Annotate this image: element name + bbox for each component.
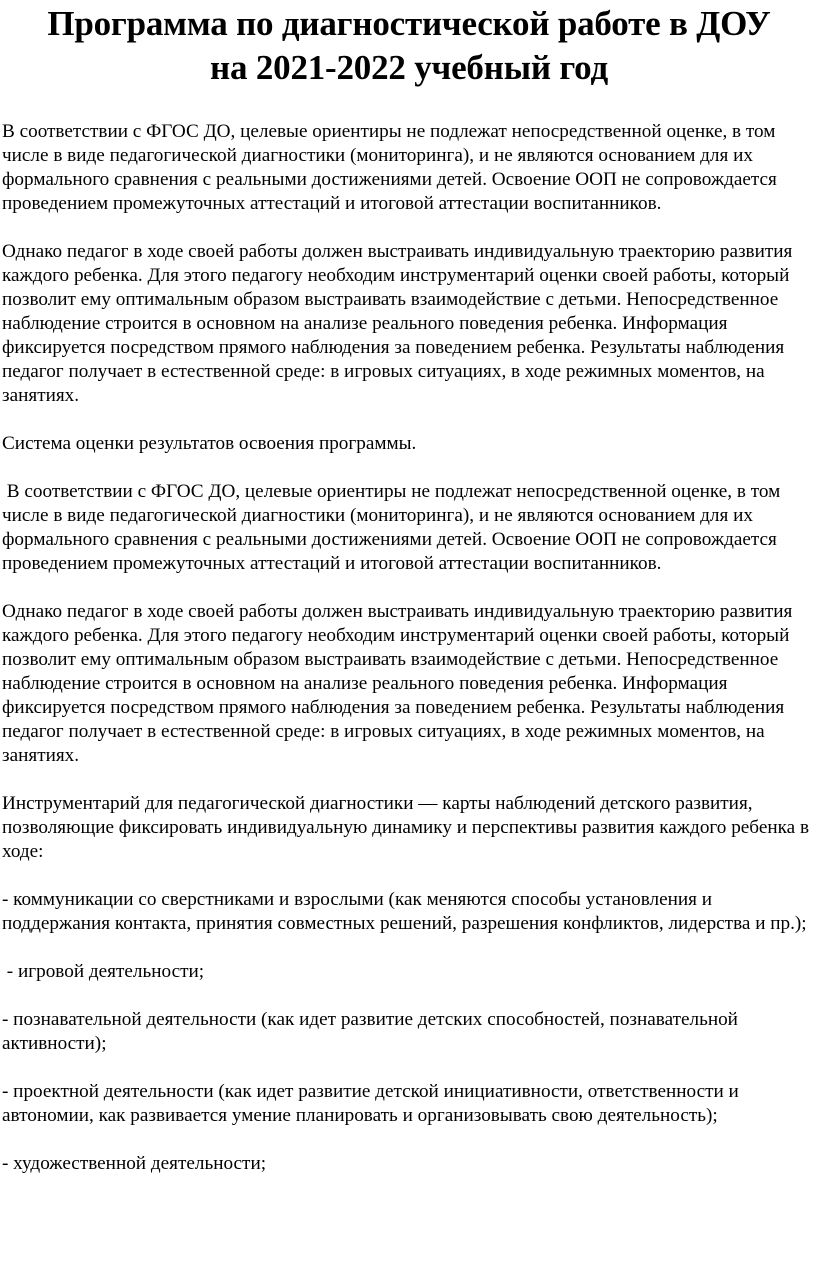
list-item-art: - художественной деятельности; (2, 1153, 267, 1174)
list-item-communication: - коммуникации со сверстниками и взрослыми (как меняются способы установления и поддержания контакта, принятия совместных решений, разрешения конфликтов, лидерства и пр.); (2, 889, 807, 934)
list-item-cognitive: - познавательной деятельности (как идет развитие детских способностей, познавательной активности); (2, 1009, 738, 1054)
paragraph-fgos-2: В соответствии с ФГОС ДО, целевые ориентиры не подлежат непосредственной оценке, в том числе в виде педагогической диагностики (мониторинга), и не являются основанием для их формального сравнения с реальными достижениями детей. Освоение ООП не сопровождается проведением промежуточных аттестаций и итоговой аттестации воспитанников. (2, 481, 786, 574)
document-title (2, 2, 816, 90)
paragraph-instruments: Инструментарий для педагогической диагностики — карты наблюдений детского развития, позволяющие фиксировать индивидуальную динамику и перспективы развития каждого ребенка в ходе: (2, 793, 810, 862)
list-item-project: - проектной деятельности (как идет развитие детской инициативности, ответственности и автономии, как развивается умение планировать и организовывать свою деятельность); (2, 1081, 739, 1126)
document-page (0, 2, 816, 1276)
paragraph-trajectory-2: Однако педагог в ходе своей работы должен выстраивать индивидуальную траекторию развития каждого ребенка. Для этого педагогу необходим инструментарий оценки своей работы, который позволит ему оптимальным образом выстраивать взаимодействие с детьми. Непосредственное наблюдение строится в основном на анализе реального поведения ребенка. Информация фиксируется посредством прямого наблюдения за поведением ребенка. Результаты наблюдения педагог получает в естественной среде: в игровых ситуациях, в ходе режимных моментов, на занятиях. (2, 601, 793, 766)
paragraph-assessment-system: Система оценки результатов освоения программы. (2, 433, 417, 454)
title-line-2: на 2021-2022 учебный год (210, 48, 608, 87)
list-item-play: - игровой деятельности; (2, 961, 205, 982)
document-body (2, 120, 816, 1176)
title-line-1: Программа по диагностической работе в ДОУ (47, 4, 771, 43)
paragraph-fgos-1: В соответствии с ФГОС ДО, целевые ориентиры не подлежат непосредственной оценке, в том числе в виде педагогической диагностики (мониторинга), и не являются основанием для их формального сравнения с реальными достижениями детей. Освоение ООП не сопровождается проведением промежуточных аттестаций и итоговой аттестации воспитанников. (2, 121, 777, 214)
paragraph-trajectory-1: Однако педагог в ходе своей работы должен выстраивать индивидуальную траекторию развития каждого ребенка. Для этого педагогу необходим инструментарий оценки своей работы, который позволит ему оптимальным образом выстраивать взаимодействие с детьми. Непосредственное наблюдение строится в основном на анализе реального поведения ребенка. Информация фиксируется посредством прямого наблюдения за поведением ребенка. Результаты наблюдения педагог получает в естественной среде: в игровых ситуациях, в ходе режимных моментов, на занятиях. (2, 241, 793, 406)
